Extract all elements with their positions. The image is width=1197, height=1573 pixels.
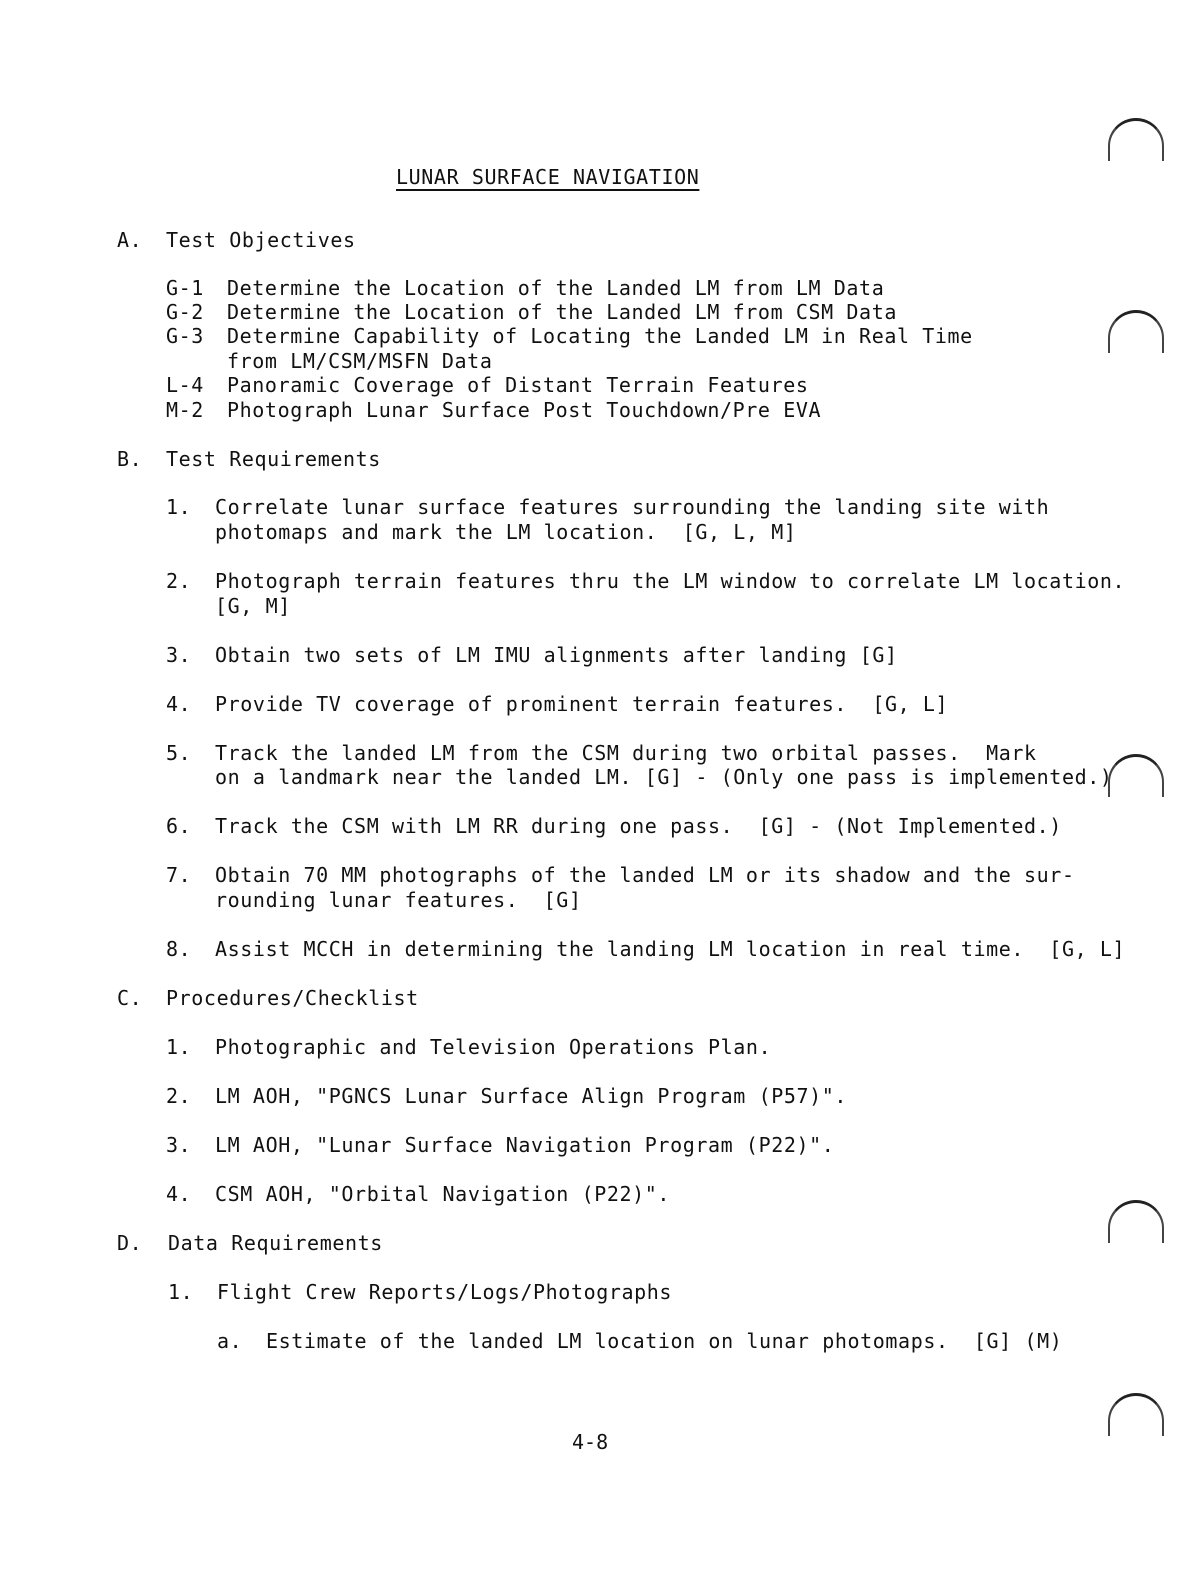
sub-item-text: Estimate of the landed LM location on lunar photomaps. [G] (M) <box>266 1329 1063 1353</box>
list-item-text: Photographic and Television Operations Plan. <box>215 1035 772 1059</box>
list-item-number: 5. <box>166 741 192 765</box>
list-item-text: Correlate lunar surface features surrounding the landing site with <box>215 495 1050 519</box>
section-letter: D. <box>117 1231 143 1255</box>
punch-hole-icon <box>1108 754 1164 797</box>
list-item-number: 1. <box>168 1280 194 1304</box>
list-item-text: Flight Crew Reports/Logs/Photographs <box>217 1280 673 1304</box>
punch-hole-icon <box>1108 118 1164 161</box>
section-heading: Procedures/Checklist <box>166 986 419 1010</box>
objective-text: Photograph Lunar Surface Post Touchdown/Pre EVA <box>227 398 822 422</box>
sub-item-letter: a. <box>217 1329 243 1353</box>
section-letter: A. <box>117 228 143 252</box>
list-item-text: CSM AOH, "Orbital Navigation (P22)". <box>215 1182 671 1206</box>
list-item-number: 4. <box>166 692 192 716</box>
list-item-number: 1. <box>166 495 192 519</box>
list-item-text: rounding lunar features. [G] <box>215 888 582 912</box>
list-item-number: 1. <box>166 1035 192 1059</box>
list-item-text: Track the landed LM from the CSM during two orbital passes. Mark <box>215 741 1037 765</box>
list-item-text: LM AOH, "Lunar Surface Navigation Program (P22)". <box>215 1133 835 1157</box>
list-item-text: Track the CSM with LM RR during one pass. [G] - (Not Implemented.) <box>215 814 1062 838</box>
section-heading: Test Objectives <box>166 228 356 252</box>
list-item-text: photomaps and mark the LM location. [G, L, M] <box>215 520 797 544</box>
objective-code: G-3 <box>166 324 204 348</box>
objective-code: M-2 <box>166 398 204 422</box>
list-item-number: 4. <box>166 1182 192 1206</box>
list-item-text: Obtain two sets of LM IMU alignments after landing [G] <box>215 643 898 667</box>
objective-code: L-4 <box>166 373 204 397</box>
list-item-number: 3. <box>166 643 192 667</box>
list-item-number: 2. <box>166 569 192 593</box>
objective-code: G-1 <box>166 276 204 300</box>
list-item-text: LM AOH, "PGNCS Lunar Surface Align Program (P57)". <box>215 1084 848 1108</box>
list-item-number: 8. <box>166 937 192 961</box>
objective-text: Panoramic Coverage of Distant Terrain Features <box>227 373 809 397</box>
list-item-text: Obtain 70 MM photographs of the landed LM or its shadow and the sur- <box>215 863 1075 887</box>
punch-hole-icon <box>1108 1393 1164 1436</box>
list-item-text: [G, M] <box>215 594 291 618</box>
list-item-text: on a landmark near the landed LM. [G] - (Only one pass is implemented.) <box>215 765 1113 789</box>
punch-hole-icon <box>1108 310 1164 353</box>
list-item-number: 2. <box>166 1084 192 1108</box>
list-item-text: Assist MCCH in determining the landing LM location in real time. [G, L] <box>215 937 1126 961</box>
list-item-number: 6. <box>166 814 192 838</box>
section-heading: Test Requirements <box>166 447 381 471</box>
page-number: 4-8 <box>572 1430 609 1454</box>
section-letter: B. <box>117 447 143 471</box>
list-item-text: Photograph terrain features thru the LM window to correlate LM location. <box>215 569 1126 593</box>
objective-text: Determine the Location of the Landed LM from LM Data <box>227 276 885 300</box>
objective-text: Determine Capability of Locating the Landed LM in Real Time <box>227 324 973 348</box>
punch-hole-icon <box>1108 1200 1164 1243</box>
page-title: LUNAR SURFACE NAVIGATION <box>396 165 700 189</box>
section-letter: C. <box>117 986 143 1010</box>
section-heading: Data Requirements <box>168 1231 383 1255</box>
list-item-text: Provide TV coverage of prominent terrain features. [G, L] <box>215 692 949 716</box>
objective-code: G-2 <box>166 300 204 324</box>
objective-text: from LM/CSM/MSFN Data <box>227 349 493 373</box>
list-item-number: 3. <box>166 1133 192 1157</box>
list-item-number: 7. <box>166 863 192 887</box>
objective-text: Determine the Location of the Landed LM from CSM Data <box>227 300 897 324</box>
